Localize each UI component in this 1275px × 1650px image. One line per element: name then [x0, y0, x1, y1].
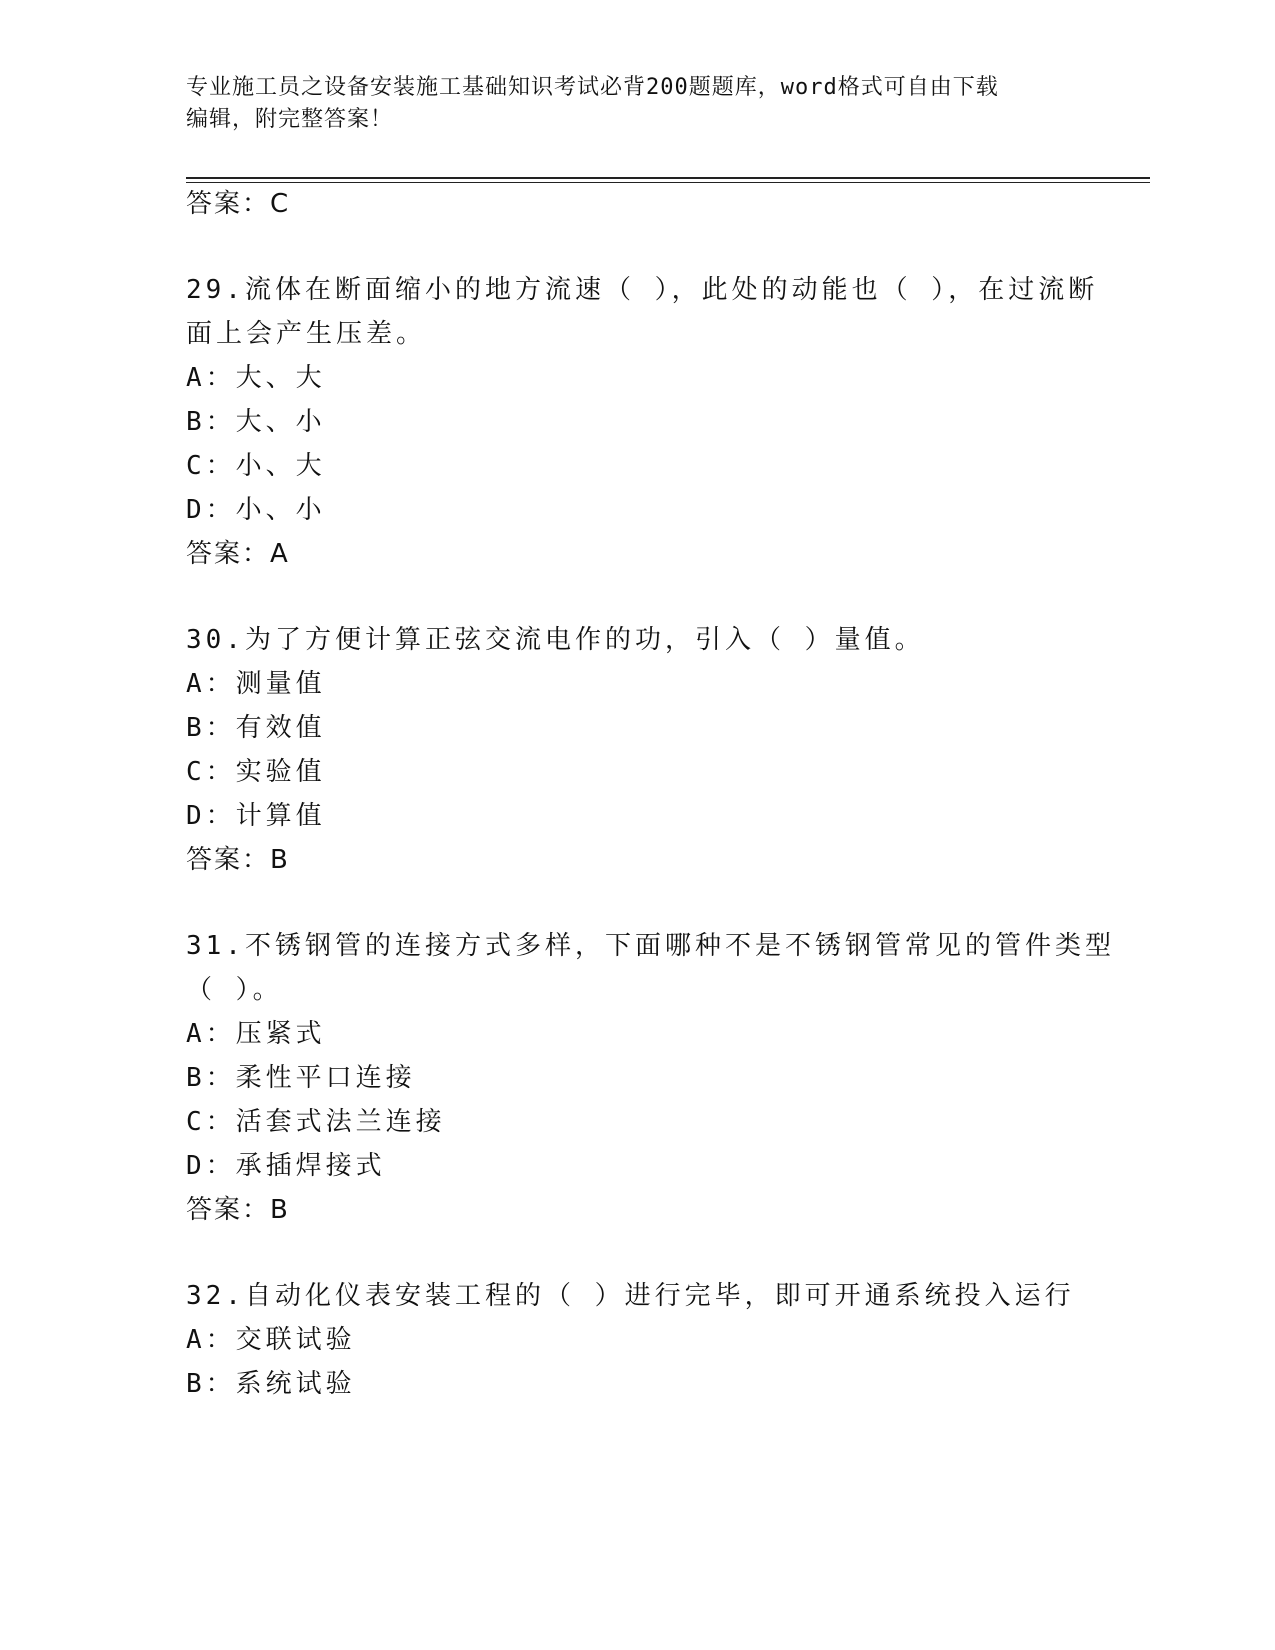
- option-c: C：实验值: [186, 757, 326, 787]
- question-stem: 32.自动化仪表安装工程的（ ）进行完毕，即可开通系统投入运行: [186, 1281, 1075, 1311]
- header-title-line2: 编辑，附完整答案！: [186, 107, 394, 132]
- option-d: D：小、小: [186, 495, 326, 525]
- header-divider: [186, 177, 1150, 179]
- question-stem-continued: 面上会产生压差。: [186, 319, 427, 349]
- option-a: A：大、大: [186, 363, 326, 393]
- answer-line: 答案：A: [186, 539, 290, 569]
- answer-line: 答案：C: [186, 189, 291, 219]
- question-stem: 31.不锈钢管的连接方式多样，下面哪种不是不锈钢管常见的管件类型: [186, 931, 1115, 961]
- page-header: [186, 72, 1086, 136]
- question-stem-continued: （ ）。: [186, 975, 283, 1005]
- option-a: A：测量值: [186, 669, 326, 699]
- question-stem: 29.流体在断面缩小的地方流速（ ），此处的动能也（ ），在过流断: [186, 275, 1099, 305]
- option-a: A：压紧式: [186, 1019, 326, 1049]
- answer-line: 答案：B: [186, 845, 290, 875]
- option-b: B：大、小: [186, 407, 326, 437]
- question-stem: 30.为了方便计算正弦交流电作的功，引入（ ）量值。: [186, 625, 925, 655]
- option-c: C：小、大: [186, 451, 326, 481]
- option-c: C：活套式法兰连接: [186, 1107, 446, 1137]
- option-d: D：计算值: [186, 801, 326, 831]
- answer-line: 答案：B: [186, 1195, 290, 1225]
- option-a: A：交联试验: [186, 1325, 356, 1355]
- option-b: B：有效值: [186, 713, 326, 743]
- header-divider-thin: [186, 182, 1150, 183]
- option-b: B：柔性平口连接: [186, 1063, 416, 1093]
- header-title-line1: 专业施工员之设备安装施工基础知识考试必背200题题库，word格式可自由下载: [186, 75, 999, 100]
- option-b: B：系统试验: [186, 1369, 356, 1399]
- option-d: D：承插焊接式: [186, 1151, 386, 1181]
